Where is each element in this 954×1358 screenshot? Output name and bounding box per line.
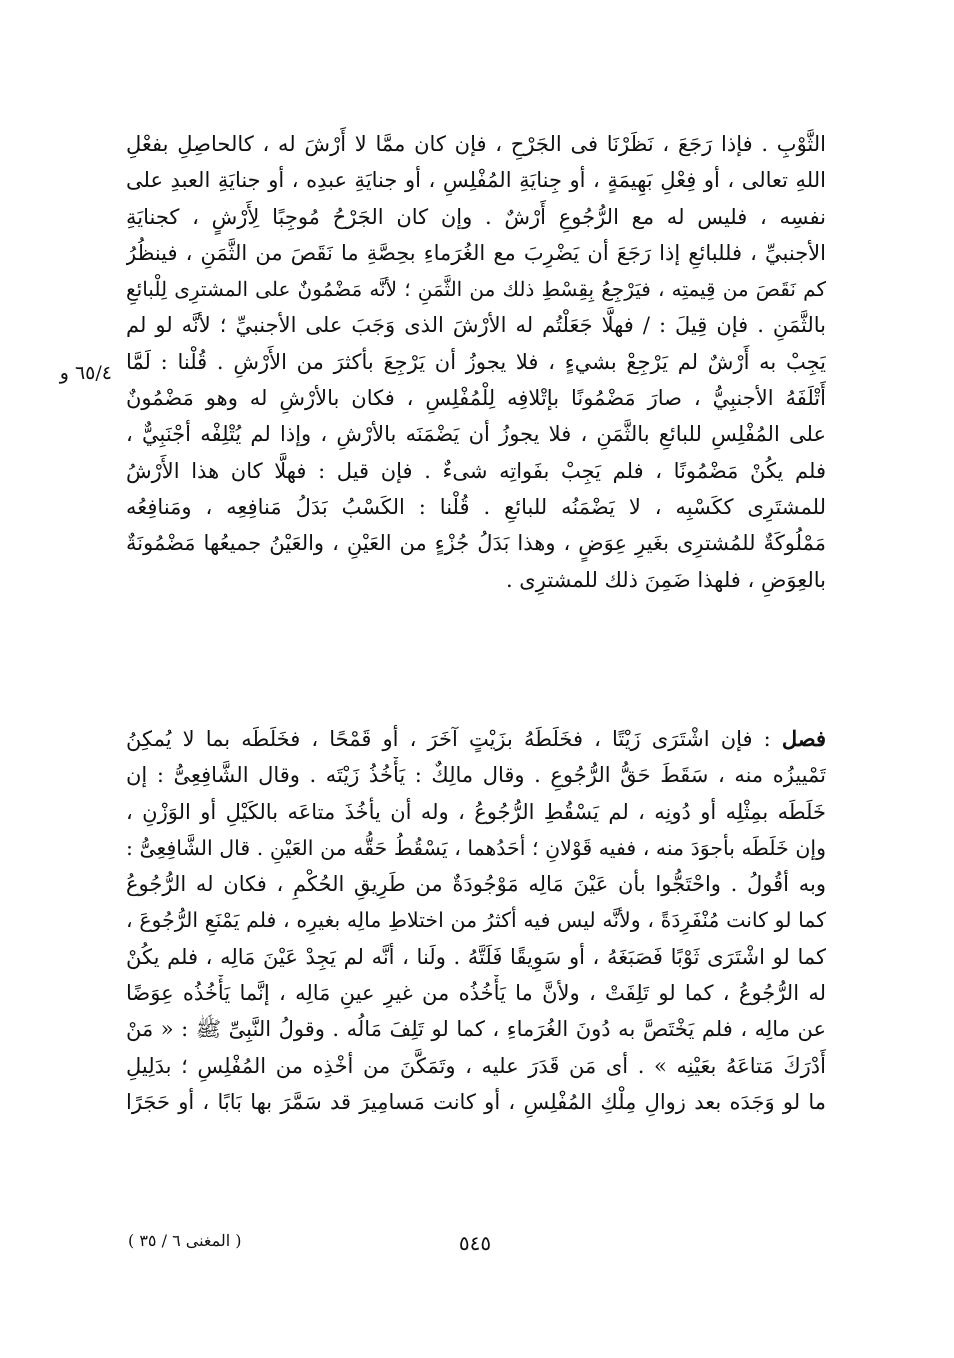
- paragraph-2: [126, 721, 826, 1120]
- text-line: على المُفْلِسِ للبائعِ بالثَّمَنِ ، فلا يجوزُ أن يَضْمَنَه بالأرْشِ ، وإذا لم يُتْلِفْه أجْنَبِيٌّ ،: [126, 422, 826, 447]
- page-number: ٥٤٥: [458, 1231, 492, 1255]
- text-line: اللهِ تعالى ، أو فِعْلِ بَهِيمَةٍ ، أو جِنايَةِ المُفْلِسِ ، أو جنايَةِ عبدِه ، أو جنايَةِ العبدِ على: [126, 168, 826, 193]
- text-line: للمشتَرِى ككَسْبِه ، لا يَضْمَنُه للبائعِ . قُلْنا : الكَسْبُ بَدَلُ مَنافِعِه ، ومَنافِعُه: [126, 494, 826, 519]
- text-line: كما لو اشْتَرَى ثَوْبًا فَصَبَغَهُ ، أو سَوِيقًا فَلَتَّهُ . ولَنا ، أنَّه لم يَجِدْ عَيْنَ مَالِه ، فلم يكُنْ: [126, 944, 826, 969]
- text-line: وإن خَلَطَه بأجوَدَ منه ، ففيه قَوْلانِ ؛ أحَدُهما ، يَسْقُطُ حَقُّه من العَيْنِ . قال الشَّافِعِىُّ :: [126, 835, 826, 860]
- text-line: تَمْييزُه منه ، سَقَطَ حَقُّ الرُّجُوعِ . وقال مالِكٌ : يَأْخُذُ زَيْتَه . وقال الشَّافِعِىُّ : إن: [126, 763, 826, 788]
- text-line: نفسِه ، فليس له مع الرُّجُوعِ أَرْشٌ . وإن كان الجَرْحُ مُوجِبًا لِأَرْشٍ ، كجنايَةِ: [126, 204, 826, 229]
- text-line: بالثَّمَنِ . فإن قِيلَ : / فهلَّا جَعَلْتُم له الأرْشَ الذى وَجَبَ على الأجنبيِّ ؛ لأنَّه لو لم: [126, 313, 826, 338]
- text-line: كم نَقَصَ من قِيمتِه ، فيَرْجِعُ بِقِسْطِ ذلك من الثَّمَنِ ؛ لأنَّه مَضْمُونٌ على المشترِى لِلْبائعِ: [126, 277, 826, 302]
- text-line: عن مالِه ، فلم يَخْتَصَّ به دُونَ الغُرَماءِ ، كما لو تَلِفَ مَالُه . وقولُ النَّبِىِّ ﷺ : « مَنْ: [126, 1017, 826, 1042]
- text-line: فلم يكُنْ مَضْمُونًا ، فلم يَجِبْ بفَواتِه شىءٌ . فإن قيل : فهلَّا كان هذا الأَرْشُ: [126, 458, 826, 483]
- section-first-line-text: : فإن اشْتَرَى زَيْتًا ، فخَلَطَهُ بزَيْتٍ آخَرَ ، أو قَمْحًا ، فخَلَطَه بما لا يُمكِنُ: [126, 727, 771, 751]
- section-heading: فصل: [781, 726, 826, 751]
- text-line: ما لو وَجَدَه بعد زوالِ مِلْكِ المُفْلِسِ ، أو كانت مَسامِيرَ قد سَمَّرَ بها بَابًا ، أو حَجَرًا: [126, 1089, 826, 1114]
- paragraph-1: [126, 126, 826, 598]
- text-line: الثَّوْبِ . فإذا رَجَعَ ، نَظَرْنَا فى الجَرْحِ ، فإن كان ممَّا لا أَرْشَ له ، كالحاصِلِ بفعْلِ: [126, 132, 826, 156]
- text-line: له الرُّجُوعُ ، كما لو تَلِفَتْ ، ولأنَّ ما يَأْخُذُه من غيرِ عينِ مَالِه ، إنَّما يَأْخُذُه عِوَضًا: [126, 981, 826, 1006]
- text-line: بالعِوَضِ ، فلهذا ضَمِنَ ذلك للمشترِى .: [505, 567, 826, 592]
- text-line: يَجِبْ به أَرْشٌ لم يَرْجِعْ بشيءٍ ، فلا يجوزُ أن يَرْجِعَ بأكثرَ من الأَرْشِ . قُلْنا : لَمَّا: [126, 349, 826, 374]
- text-line: الأجنبيِّ ، فللبائعِ إذا رَجَعَ أن يَضْرِبَ مع الغُرَماءِ بحِصَّةِ ما نَقَصَ من الثَّمَنِ ، فينظُرُ: [126, 240, 826, 265]
- footer-reference: ( المغنى ٦ / ٣٥ ): [128, 1231, 242, 1250]
- margin-note: ٦٥/٤ و: [59, 362, 112, 384]
- section-first-line: [126, 721, 826, 757]
- text-line: مَمْلُوكَةٌ للمُشترِى بغَيرِ عِوَضٍ ، وهذا بَدَلُ جُزْءٍ من العَيْنِ ، والعَيْنُ جميعُها مَضْمُونَةٌ: [126, 531, 826, 556]
- text-line: وبه أقُولُ . واحْتَجُّوا بأن عَيْنَ مَالِه مَوْجُودَةٌ من طَرِيقِ الحُكْمِ ، فكان له الرُّجُوعُ: [126, 872, 826, 897]
- text-line: أَدْرَكَ مَتاعَهُ بعَيْنِه » . أى مَن قَدَرَ عليه ، وتَمَكَّنَ من أخْذِه من المُفْلِسِ ؛ بدَلِيلِ: [126, 1053, 826, 1078]
- text-line: كما لو كانت مُنْفَرِدَةً ، ولأنَّه ليس فيه أكثرُ من اختلاطِ مالِه بغيرِه ، فلم يَمْنَعِ الرُّجُوعَ ،: [126, 908, 826, 933]
- text-line: خَلَطَه بمِثْلِه أو دُونِه ، لم يَسْقُطِ الرُّجُوعُ ، وله أن يأخُذَ متاعَه بالكَيْلِ أو الوَزْنِ ،: [126, 799, 826, 824]
- text-line: أَتْلَفَهُ الأجنبِيُّ ، صارَ مَضْمُونًا بإتْلافِه لِلْمُفْلِسِ ، فكان بالأرْشِ له وهو مَضْمُونٌ: [126, 386, 826, 411]
